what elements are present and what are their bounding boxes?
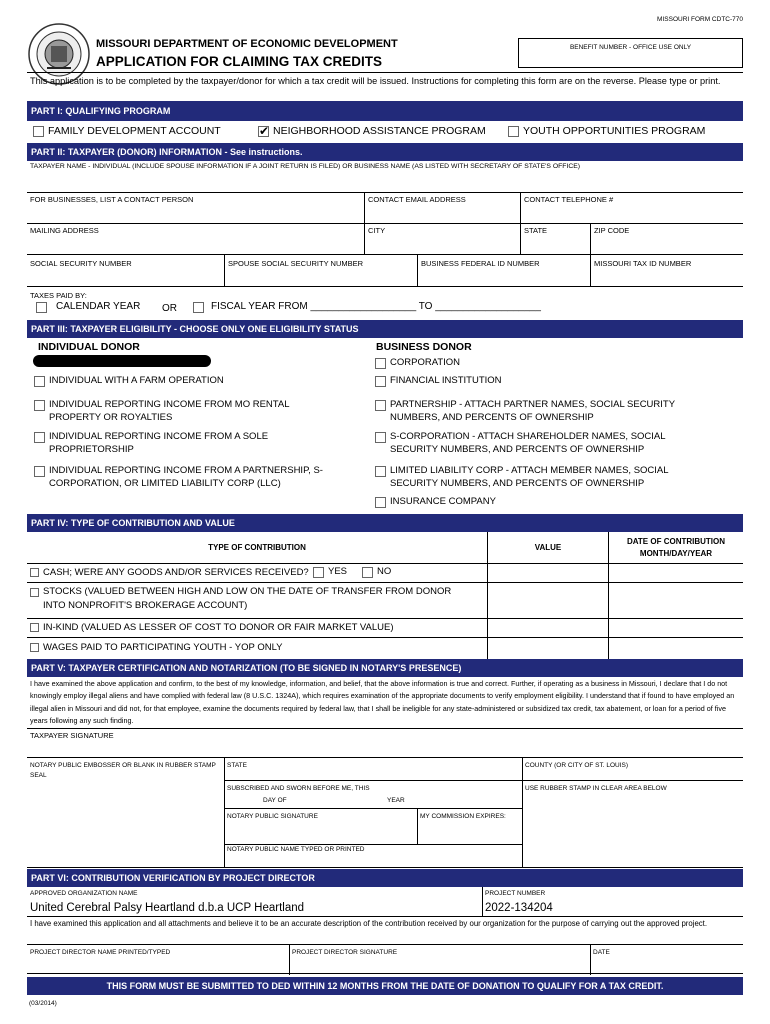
checkbox-rental[interactable] xyxy=(34,400,45,411)
notary-hline-1 xyxy=(224,780,743,781)
address-row xyxy=(27,224,743,255)
option-youth-opportunities[interactable]: YOUTH OPPORTUNITIES PROGRAM xyxy=(508,125,705,137)
individual-donor-title: INDIVIDUAL DONOR xyxy=(38,341,140,353)
contact-row xyxy=(27,193,743,224)
checkbox-inkind[interactable] xyxy=(30,623,39,632)
part5-header: PART V: TAXPAYER CERTIFICATION AND NOTARIZATION (TO BE SIGNED IN NOTARY'S PRESENCE) xyxy=(27,659,743,677)
notary-state-field[interactable]: STATE xyxy=(227,762,247,769)
project-number-value[interactable]: 2022-134204 xyxy=(485,902,553,914)
checkbox-cash[interactable] xyxy=(30,568,39,577)
phone-field[interactable]: CONTACT TELEPHONE # xyxy=(520,193,616,224)
option-stocks[interactable]: STOCKS (VALUED BETWEEN HIGH AND LOW ON THE DATE OF TRANSFER FROM DONOR INTO NONPROFIT'S BROKERAGE ACCOUNT) xyxy=(30,585,460,613)
director-name-field[interactable]: PROJECT DIRECTOR NAME PRINTED/TYPED xyxy=(30,949,171,956)
checkbox-fiscal-year[interactable] xyxy=(193,302,204,313)
type-column-header: TYPE OF CONTRIBUTION xyxy=(208,543,306,552)
mo-tax-id-field[interactable]: MISSOURI TAX ID NUMBER xyxy=(590,255,694,287)
taxpayer-signature-field[interactable]: TAXPAYER SIGNATURE xyxy=(27,728,743,758)
option-farm-operation[interactable]: INDIVIDUAL WITH A FARM OPERATION xyxy=(34,375,354,387)
spouse-ssn-field[interactable]: SPOUSE SOCIAL SECURITY NUMBER xyxy=(224,255,366,287)
verification-text: I have examined this application and all attachments and believe it to be an accurate description of the contribution received by our organization for the purpose of carrying out the approved project. xyxy=(30,919,708,928)
option-inkind[interactable]: IN-KIND (VALUED AS LESSER OF COST TO DONOR OR FAIR MARKET VALUE) xyxy=(30,622,394,633)
commission-divider xyxy=(417,808,418,844)
director-row xyxy=(27,944,743,974)
row-cash xyxy=(27,564,743,583)
notary-hline-2 xyxy=(224,808,522,809)
form-id: MISSOURI FORM CDTC-770 xyxy=(657,16,743,23)
checkbox-calendar-year[interactable] xyxy=(36,302,47,313)
option-insurance-company[interactable]: INSURANCE COMPANY xyxy=(375,496,496,508)
day-of-label: DAY OF xyxy=(263,797,287,804)
checkbox-s-corporation[interactable] xyxy=(375,432,386,443)
notary-seal-label: NOTARY PUBLIC EMBOSSER OR BLANK IN RUBBER STAMP SEAL xyxy=(30,762,216,779)
option-sole-proprietorship[interactable]: INDIVIDUAL REPORTING INCOME FROM A SOLE PROPRIETORSHIP xyxy=(34,431,304,456)
state-field[interactable]: STATE xyxy=(520,224,550,255)
row-inkind xyxy=(27,619,743,638)
city-field[interactable]: CITY xyxy=(364,224,388,255)
ssn-field[interactable]: SOCIAL SECURITY NUMBER xyxy=(30,259,132,268)
checkbox-yes[interactable] xyxy=(313,567,324,578)
form-title: APPLICATION FOR CLAIMING TAX CREDITS xyxy=(96,54,382,69)
checkbox-wages[interactable] xyxy=(30,643,39,652)
director-signature-field[interactable]: PROJECT DIRECTOR SIGNATURE xyxy=(292,949,398,956)
director-divider-2 xyxy=(590,945,591,975)
option-wages[interactable]: WAGES PAID TO PARTICIPATING YOUTH - YOP ONLY xyxy=(30,642,283,653)
checkbox-llc[interactable] xyxy=(375,466,386,477)
email-field[interactable]: CONTACT EMAIL ADDRESS xyxy=(364,193,469,224)
rubber-stamp-label: USE RUBBER STAMP IN CLEAR AREA BELOW xyxy=(525,785,667,792)
option-goods-no[interactable]: NO xyxy=(362,566,391,578)
part6-header: PART VI: CONTRIBUTION VERIFICATION BY PROJECT DIRECTOR xyxy=(27,869,743,887)
sworn-label: SUBSCRIBED AND SWORN BEFORE ME, THIS xyxy=(227,785,370,792)
revision-date: (03/2014) xyxy=(29,1000,57,1007)
year-label: YEAR xyxy=(387,797,405,804)
checkbox-farm[interactable] xyxy=(34,376,45,387)
contact-person-field[interactable]: FOR BUSINESSES, LIST A CONTACT PERSON xyxy=(30,195,194,204)
part2-header: PART II: TAXPAYER (DONOR) INFORMATION - See instructions. xyxy=(27,143,743,161)
checkbox-no[interactable] xyxy=(362,567,373,578)
option-corporation[interactable]: CORPORATION xyxy=(375,357,460,369)
org-row xyxy=(27,887,743,917)
option-financial-institution[interactable]: FINANCIAL INSTITUTION xyxy=(375,375,502,387)
notary-name-field[interactable]: NOTARY PUBLIC NAME TYPED OR PRINTED xyxy=(227,846,365,853)
county-divider xyxy=(522,758,523,780)
option-llc[interactable]: LIMITED LIABILITY CORP - ATTACH MEMBER NAMES, SOCIAL SECURITY NUMBERS, AND PERCENTS OF OWNERSHIP xyxy=(375,465,675,490)
org-name-value[interactable]: United Cerebral Palsy Heartland d.b.a UCP Heartland xyxy=(30,902,305,914)
notary-signature-field[interactable]: NOTARY PUBLIC SIGNATURE xyxy=(227,813,318,820)
value-column-header: VALUE xyxy=(487,532,608,564)
intro-text: This application is to be completed by the taxpayer/donor for which a tax credit will be issued. Instructions for completing this form are on the reverse. Please type or print. xyxy=(27,72,743,100)
director-divider-1 xyxy=(289,945,290,975)
checkbox-corporation[interactable] xyxy=(375,358,386,369)
date-column-header: DATE OF CONTRIBUTION MONTH/DAY/YEAR xyxy=(608,532,743,564)
fein-field[interactable]: BUSINESS FEDERAL ID NUMBER xyxy=(417,255,543,287)
benefit-number-label: BENEFIT NUMBER - OFFICE USE ONLY xyxy=(569,44,692,51)
or-label: OR xyxy=(162,303,177,314)
project-divider xyxy=(482,887,483,917)
notary-county-field[interactable]: COUNTY (OR CITY OF ST. LOUIS) xyxy=(525,762,629,769)
notary-section xyxy=(27,758,743,868)
option-rental-royalties[interactable]: INDIVIDUAL REPORTING INCOME FROM MO RENTAL PROPERTY OR ROYALTIES xyxy=(34,399,324,424)
taxes-paid-label: TAXES PAID BY: xyxy=(30,291,87,300)
checkbox-family-development[interactable] xyxy=(33,126,44,137)
taxpayer-name-field[interactable]: TAXPAYER NAME - INDIVIDUAL (INCLUDE SPOUSE INFORMATION IF A JOINT RETURN IS FILED) OR BUSINESS NAME (AS LISTED WITH SECRETARY OF STATE'S OFFICE) xyxy=(27,161,743,193)
option-fiscal-year[interactable]: FISCAL YEAR FROM ___________________ TO ___________________ xyxy=(193,301,541,313)
benefit-number-box[interactable] xyxy=(518,38,743,68)
part4-header: PART IV: TYPE OF CONTRIBUTION AND VALUE xyxy=(27,514,743,532)
zip-field[interactable]: ZIP CODE xyxy=(590,224,632,255)
checkbox-partnership-income[interactable] xyxy=(34,466,45,477)
id-row xyxy=(27,255,743,287)
checkbox-stocks[interactable] xyxy=(30,588,39,597)
part3-header: PART III: TAXPAYER ELIGIBILITY - CHOOSE ONLY ONE ELIGIBILITY STATUS xyxy=(27,320,743,338)
option-s-corporation[interactable]: S-CORPORATION - ATTACH SHAREHOLDER NAMES, SOCIAL SECURITY NUMBERS, AND PERCENTS OF OWNERSHIP xyxy=(375,431,675,456)
row-stocks xyxy=(27,583,743,619)
mailing-address-field[interactable]: MAILING ADDRESS xyxy=(30,226,99,235)
stamp-divider xyxy=(522,780,523,868)
part1-header: PART I: QUALIFYING PROGRAM xyxy=(27,101,743,121)
checkbox-neighborhood-assistance[interactable] xyxy=(258,126,269,137)
notary-hline-3 xyxy=(224,844,522,845)
department-name: MISSOURI DEPARTMENT OF ECONOMIC DEVELOPMENT xyxy=(96,38,398,50)
checkbox-financial-institution[interactable] xyxy=(375,376,386,387)
checkbox-sole-prop[interactable] xyxy=(34,432,45,443)
business-donor-title: BUSINESS DONOR xyxy=(376,341,472,353)
row-wages xyxy=(27,638,743,659)
director-date-field[interactable]: DATE xyxy=(593,949,610,956)
checkbox-partnership[interactable] xyxy=(375,400,386,411)
contribution-table-header xyxy=(27,532,743,564)
option-partnership-income[interactable]: INDIVIDUAL REPORTING INCOME FROM A PARTNERSHIP, S-CORPORATION, OR LIMITED LIABILITY CORP (LLC) xyxy=(34,465,334,490)
option-partnership[interactable]: PARTNERSHIP - ATTACH PARTNER NAMES, SOCIAL SECURITY NUMBERS, AND PERCENTS OF OWNERSHIP xyxy=(375,399,675,424)
certification-text: I have examined the above application and confirm, to the best of my knowledge, information, and belief, that the above information is true and correct. Further, if operating as a business in Missouri, I declare that I do not knowingly employ illegal aliens and have complied with federal law (8 U.S.C. 1324A), which requires examination of the appropriate documents to verify employment eligibility. I understand that if found to have employed an illegal alien in Missouri and did not, for that employee, examine the documents required by federal law, that I shall be ineligible for any state-administered or subsidized tax credit, tax abatement, or loan for a period of five years following any such finding. xyxy=(30,679,735,725)
redacted-block xyxy=(33,355,211,367)
org-label: APPROVED ORGANIZATION NAME xyxy=(30,890,138,897)
footer-banner: THIS FORM MUST BE SUBMITTED TO DED WITHIN 12 MONTHS FROM THE DATE OF DONATION TO QUALIFY FOR A TAX CREDIT. xyxy=(27,977,743,995)
option-family-development[interactable]: FAMILY DEVELOPMENT ACCOUNT xyxy=(33,125,221,137)
project-number-label: PROJECT NUMBER xyxy=(485,890,546,897)
checkbox-youth-opportunities[interactable] xyxy=(508,126,519,137)
option-goods-yes[interactable]: YES xyxy=(313,566,347,578)
option-calendar-year[interactable]: CALENDAR YEAR xyxy=(36,301,140,313)
option-neighborhood-assistance[interactable]: ✔ NEIGHBORHOOD ASSISTANCE PROGRAM xyxy=(258,125,486,137)
commission-expires-field[interactable]: MY COMMISSION EXPIRES: xyxy=(420,813,506,820)
notary-divider xyxy=(224,758,225,868)
checkbox-insurance[interactable] xyxy=(375,497,386,508)
option-cash[interactable]: CASH; WERE ANY GOODS AND/OR SERVICES RECEIVED? xyxy=(30,567,309,578)
